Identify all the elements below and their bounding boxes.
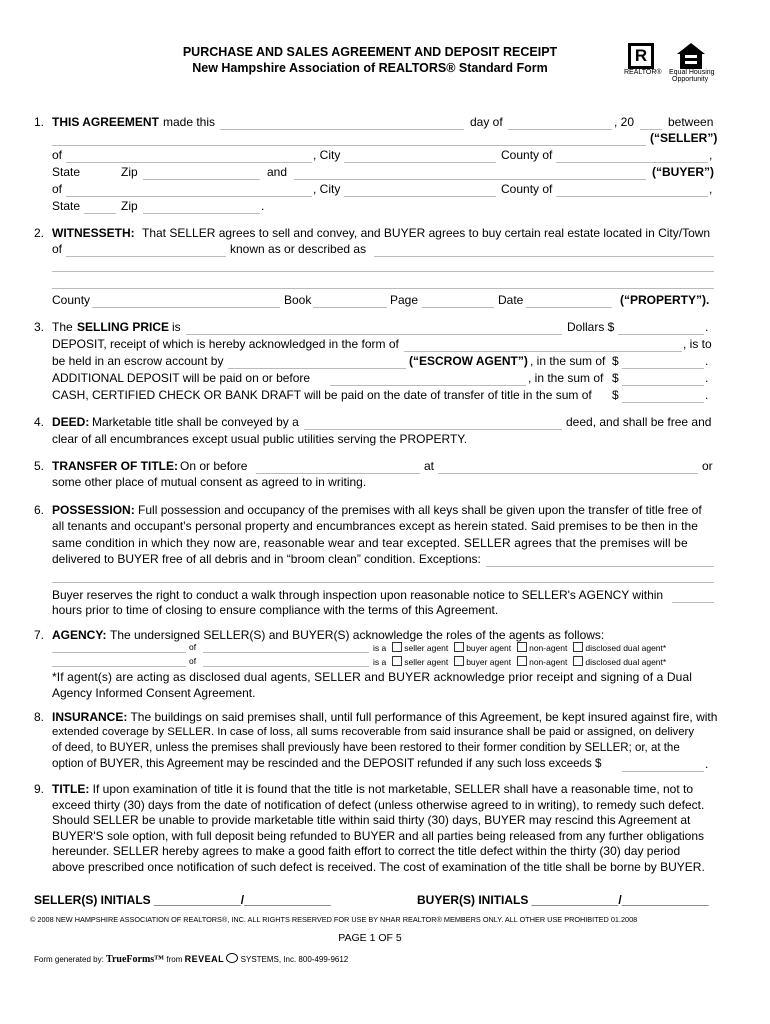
agent2-firm-field[interactable] [203,654,369,667]
additional-deposit-text: ADDITIONAL DEPOSIT will be paid on or before [52,371,311,385]
s6-line2: all tenants and occupant's personal property and encumbrances except as herein stated. Said premises to be then in the [52,519,698,533]
buyer-name-field[interactable] [294,165,646,180]
s9-line3: Should SELLER be unable to provide marketable title within said thirty (30) days, BUYER may rescind this Agreement at [52,813,691,827]
cash-amount-field[interactable] [622,388,704,403]
escrow-in-sum: , in the sum of [530,354,606,368]
property-description-field-1[interactable] [374,242,714,257]
s4-heading: DEED: [52,415,90,429]
seller-county-label: County of [501,148,553,162]
s7-note1: *If agent(s) are acting as disclosed dual agents, SELLER and BUYER acknowledge prior receipt and signing of a Dual [52,670,693,684]
agreement-day-field[interactable] [508,115,612,130]
additional-dollar: $ [612,371,619,385]
buyer-label: (“BUYER”) [652,165,714,179]
insurance-loss-amount-field[interactable] [622,757,704,772]
property-label: (“PROPERTY”). [620,293,710,307]
agent1-firm-field[interactable] [203,640,369,653]
city-town-field[interactable] [66,242,226,257]
cash-dollar: $ [612,388,619,402]
s1-day-of: day of [470,115,503,129]
escrow-dollar: $ [612,354,619,368]
s3-the: The [52,320,73,334]
seller-of-label: of [52,148,63,162]
book-field[interactable] [313,293,387,308]
agent2-dual-checkbox[interactable] [573,656,583,666]
s8-line2: extended coverage by SELLER. In case of loss, all sums recoverable from said insurance shall be paid or assigned, on delivery [52,726,695,738]
s9-line6: above prescribed once notification of such defect is received. The cost of examination of the title shall be borne by BUYER. [52,860,705,874]
agent1-buyer-checkbox[interactable] [454,642,464,652]
equal-housing-label: Equal Housing [669,69,715,76]
date-label: Date [498,293,524,307]
seller-label: (“SELLER”) [650,131,718,145]
s4-num: 4. [34,415,45,429]
generated-by [34,953,348,965]
s1-made-this: made this [163,115,216,129]
trueforms-logo: TrueForms™ [106,954,165,965]
s6-line1 [52,503,702,517]
s8-line4: option of BUYER, this Agreement may be rescinded and the DEPOSIT refunded if any such loss exceeds $ [52,757,602,770]
page-number: PAGE 1 OF 5 [338,932,402,944]
seller-state-label: State [52,165,81,179]
seller-comma: , [709,148,713,162]
agent1-name-field[interactable] [52,640,186,653]
seller-zip-field[interactable] [143,165,260,180]
s6-heading: POSSESSION: [52,503,135,517]
selling-price-dot: . [705,320,709,334]
s8-line3: of deed, to BUYER, unless the premises shall previously have been restored to their former condition by SELLER; or, at the [52,742,680,754]
s9-line1-text: If upon examination of title it is found that the title is not marketable, SELLER shall have a reasonable time, not to [92,782,694,796]
agent2-is-a: is a [373,657,387,667]
date-field[interactable] [526,293,612,308]
s4-line2: clear of all encumbrances except usual public utilities serving the PROPERTY. [52,432,468,446]
additional-deposit-amount-field[interactable] [622,371,704,386]
selling-price-words-field[interactable] [186,320,562,335]
buyer-of-label: of [52,182,63,196]
s5-heading: TRANSFER OF TITLE: [52,459,178,473]
buyer-comma: , [709,182,713,196]
agent2-buyer-label: buyer agent [466,657,512,667]
escrow-agent-label: (“ESCROW AGENT”) [409,354,528,368]
agent1-nonagent-label: non-agent [529,643,568,653]
reveal-swirl-icon [226,953,238,963]
s9-line1 [52,782,693,796]
agent2-nonagent-label: non-agent [529,657,568,667]
property-description-field-3[interactable] [52,274,714,289]
seller-city-field[interactable] [344,148,496,163]
realtor-logo: R [628,43,654,69]
s5-text: On or before [180,459,248,473]
deposit-text: DEPOSIT, receipt of which is hereby acknowledged in the form of [52,337,399,351]
s8-dot: . [705,757,709,771]
agent1-nonagent-checkbox[interactable] [517,642,527,652]
additional-deposit-date-field[interactable] [330,371,526,386]
s9-line5: hereunder. SELLER hereby agrees to make a good faith effort to correct the title defect within the thirty (30) day period [52,844,681,858]
s3-is: is [172,320,181,334]
s1-num: 1. [34,115,45,129]
deposit-is-to: , is to [683,337,712,351]
s1-year-prefix: , 20 [614,115,635,129]
agent2-nonagent-checkbox[interactable] [517,656,527,666]
s8-heading: INSURANCE: [52,710,128,724]
agreement-year-field[interactable] [640,115,662,130]
selling-price-field[interactable] [618,320,704,335]
s8-line1 [52,710,717,724]
buyer-zip-period: . [261,199,265,213]
copyright: © 2008 NEW HAMPSHIRE ASSOCIATION OF REALTORS®, INC. ALL RIGHTS RESERVED FOR USE BY NHAR REALTOR® MEMBERS ONLY. ALL OTHER USE PROHIBITED 01.2008 [30,915,638,924]
opportunity-label: Opportunity [672,76,709,83]
page-label: Page [390,293,419,307]
agent2-seller-checkbox[interactable] [392,656,402,666]
s4-deed-free: deed, and shall be free and [566,415,712,429]
s6-line4: delivered to BUYER free of all debris and in “broom clean” condition. Exceptions: [52,552,481,566]
escrow-text: be held in an escrow account by [52,354,224,368]
buyer-address-field[interactable] [66,182,312,197]
buyer-zip-field[interactable] [143,199,260,214]
seller-county-field[interactable] [556,148,708,163]
s6-walk2: hours prior to time of closing to ensure compliance with the terms of this Agreement. [52,603,499,617]
agent1-buyer-label: buyer agent [466,643,512,653]
s3-num: 3. [34,320,45,334]
s1-between: between [668,115,714,129]
s4-text: Marketable title shall be conveyed by a [92,415,299,429]
buyer-city-field[interactable] [344,182,496,197]
deed-type-field[interactable] [304,415,562,430]
agent2-seller-label: seller agent [404,657,449,667]
s9-line4: BUYER'S sole option, with full deposit being refunded to BUYER and all parties being released from any further obligations [52,829,704,843]
s8-line1-text: The buildings on said premises shall, until full performance of this Agreement, be kept insured against fire, with [130,710,718,724]
transfer-place-field[interactable] [438,459,698,474]
s5-or: or [702,459,713,473]
and-label: and [267,165,288,179]
deposit-form-field[interactable] [404,337,682,352]
s2-text: That SELLER agrees to sell and convey, and BUYER agrees to buy certain real estate located in City/Town [142,226,711,240]
generated-by-label: Form generated by: [34,955,104,964]
agent2-name-field[interactable] [52,654,186,667]
walkthrough-hours-field[interactable] [672,588,714,603]
agent1-roles [373,642,666,653]
s9-heading: TITLE: [52,782,90,796]
s9-line2: exceed thirty (30) days from the date of notification of defect (unless otherwise agreed to in writing), to remedy such defect. [52,798,705,812]
agent2-roles [373,656,666,667]
exceptions-field-1[interactable] [486,552,714,567]
agent1-is-a: is a [373,643,387,653]
s5-at: at [424,459,435,473]
s7-note2: Agency Informed Consent Agreement. [52,686,256,700]
transfer-date-field[interactable] [256,459,420,474]
escrow-agent-field[interactable] [228,354,406,369]
county-label: County [52,293,91,307]
agent1-seller-label: seller agent [404,643,449,653]
s8-num: 8. [34,710,45,724]
equal-housing-icon [676,42,706,70]
s7-heading: AGENCY: [52,628,107,642]
from-label: from [166,955,183,964]
seller-initials[interactable]: SELLER(S) INITIALS _____________/_____________ [34,893,331,907]
agent1-dual-checkbox[interactable] [573,642,583,652]
seller-zip-label: Zip [121,165,138,179]
cash-text: CASH, CERTIFIED CHECK OR BANK DRAFT will be paid on the date of transfer of title in the sum of [52,388,592,402]
buyer-zip-label: Zip [121,199,138,213]
s1-heading: THIS AGREEMENT [52,115,159,129]
agent1-of: of [189,642,197,652]
additional-in-sum: , in the sum of [528,371,604,385]
buyer-city-label: , City [313,182,341,196]
escrow-dot: . [705,354,709,368]
book-label: Book [284,293,312,307]
agent1-seller-checkbox[interactable] [392,642,402,652]
additional-dot: . [705,371,709,385]
form-subtitle: New Hampshire Association of REALTORS® Standard Form [192,61,548,75]
s9-num: 9. [34,782,45,796]
s6-line3: same condition in which they now are, reasonable wear and tear excepted. SELLER agrees that the premises will be [52,536,688,550]
s5-num: 5. [34,459,45,473]
s2-num: 2. [34,226,45,240]
agent2-of: of [189,656,197,666]
agent1-dual-label: disclosed dual agent* [585,643,667,653]
form-title: PURCHASE AND SALES AGREEMENT AND DEPOSIT RECEIPT [182,45,558,59]
s2-known: known as or described as [230,242,367,256]
cash-dot: . [705,388,709,402]
exceptions-field-2[interactable] [52,568,714,583]
realtor-label: REALTOR® [624,69,662,76]
s3-heading: SELLING PRICE [77,320,170,334]
s2-of: of [52,242,63,256]
page-field[interactable] [422,293,494,308]
buyer-state-label: State [52,199,81,213]
seller-address-field[interactable] [66,148,312,163]
s6-line1-text: Full possession and occupancy of the premises with all keys shall be given upon the transfer of title free of [138,503,702,517]
buyer-initials[interactable]: BUYER(S) INITIALS _____________/_____________ [417,893,709,907]
s7-num: 7. [34,628,45,642]
property-description-field-2[interactable] [52,257,714,272]
agent2-buyer-checkbox[interactable] [454,656,464,666]
s6-num: 6. [34,503,45,517]
agent2-dual-label: disclosed dual agent* [585,657,667,667]
buyer-state-field[interactable] [84,199,116,214]
s2-heading: WITNESSETH: [52,226,135,240]
escrow-amount-field[interactable] [622,354,704,369]
seller-name-field[interactable] [52,131,646,146]
reveal-logo: REVEAL [184,954,225,964]
buyer-county-label: County of [501,182,553,196]
s5-line2: some other place of mutual consent as agreed to in writing. [52,475,367,489]
systems-label: SYSTEMS, Inc. 800-499-9612 [240,955,349,964]
seller-city-label: , City [313,148,341,162]
s7-text: The undersigned SELLER(S) and BUYER(S) acknowledge the roles of the agents as follows: [110,628,605,642]
buyer-county-field[interactable] [556,182,708,197]
s6-walk1: Buyer reserves the right to conduct a walk through inspection upon reasonable notice to SELLER's AGENCY within [52,588,664,602]
agreement-made-field[interactable] [220,115,464,130]
dollars-label: Dollars $ [567,320,615,334]
county-field[interactable] [92,293,280,308]
